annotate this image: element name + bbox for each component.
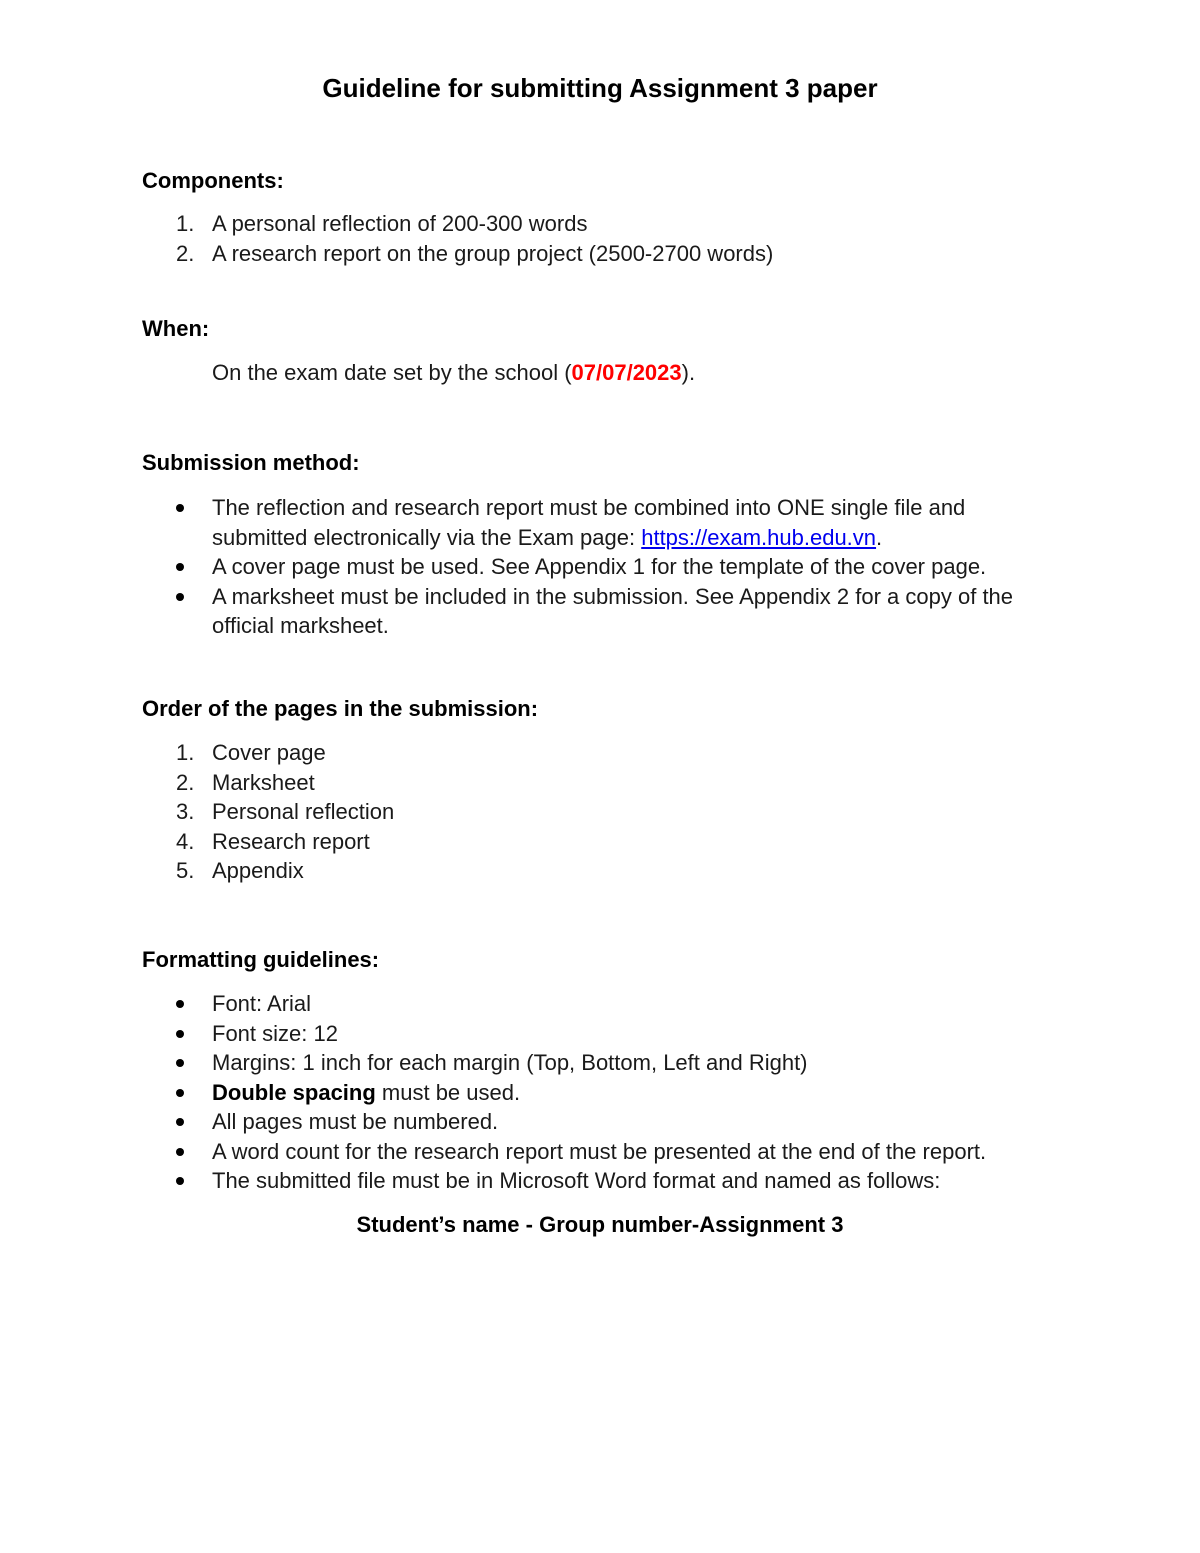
bullet-icon xyxy=(176,1000,184,1008)
when-text-after: ). xyxy=(681,360,696,385)
bullet-icon xyxy=(176,1148,184,1156)
list-item-text: A cover page must be used. See Appendix 1 for the template of the cover page. xyxy=(212,554,987,579)
list-item xyxy=(142,582,1062,641)
bullet-icon xyxy=(176,1089,184,1097)
list-number: 1. xyxy=(176,211,195,236)
emphasis-text: Double spacing xyxy=(212,1079,376,1105)
list-item-text: A marksheet must be included in the submission. See Appendix 2 for a copy of the official marksheet. xyxy=(212,583,1014,638)
list-item-text: A word count for the research report must be presented at the end of the report. xyxy=(212,1138,987,1164)
bullet-icon xyxy=(176,1118,184,1126)
list-item xyxy=(142,552,1062,582)
list-number: 2. xyxy=(176,769,195,795)
list-number: 3. xyxy=(176,799,195,824)
file-naming-format: Student’s name - Group number-Assignment 3 xyxy=(356,1212,844,1237)
list-item-text: Marksheet xyxy=(212,769,315,795)
when-text xyxy=(212,358,695,388)
exam-page-link[interactable]: https://exam.hub.edu.vn xyxy=(641,524,877,550)
components-list xyxy=(142,209,1062,268)
list-item-text: All pages must be numbered. xyxy=(212,1109,499,1134)
when-heading: When: xyxy=(142,316,210,341)
formatting-heading: Formatting guidelines: xyxy=(142,947,380,972)
list-item xyxy=(142,856,1062,886)
bullet-icon xyxy=(176,563,184,571)
exam-date: 07/07/2023 xyxy=(571,360,682,385)
bullet-icon xyxy=(176,1059,184,1067)
list-item xyxy=(142,239,1062,269)
list-item-text: . xyxy=(876,524,883,550)
list-item-text: Font: Arial xyxy=(212,991,312,1016)
document-title: Guideline for submitting Assignment 3 paper xyxy=(322,73,878,103)
list-number: 4. xyxy=(176,828,195,854)
list-item-text: Personal reflection xyxy=(212,799,395,824)
bullet-icon xyxy=(176,1177,184,1185)
list-item xyxy=(142,1019,1062,1049)
bullet-icon xyxy=(176,504,184,512)
components-heading: Components: xyxy=(142,168,284,193)
list-item-text: The submitted file must be in Microsoft Word format and named as follows: xyxy=(212,1168,941,1193)
list-item xyxy=(142,493,1062,552)
order-list xyxy=(142,738,1062,886)
list-number: 2. xyxy=(176,240,195,266)
list-item-text: must be used. xyxy=(375,1079,521,1105)
list-item xyxy=(142,827,1062,857)
list-item-text: Research report xyxy=(212,828,370,854)
list-item xyxy=(142,797,1062,827)
list-item xyxy=(142,768,1062,798)
list-item xyxy=(142,1107,1062,1137)
list-item-text: A personal reflection of 200-300 words xyxy=(212,211,588,236)
list-item xyxy=(142,1166,1062,1196)
list-item xyxy=(142,989,1062,1019)
list-item-text: A research report on the group project (2500-2700 words) xyxy=(212,240,774,266)
when-text-before: On the exam date set by the school ( xyxy=(212,360,572,385)
list-item xyxy=(142,1137,1062,1167)
list-item xyxy=(142,209,1062,239)
list-number: 1. xyxy=(176,740,195,765)
list-item xyxy=(142,1078,1062,1108)
bullet-icon xyxy=(176,593,184,601)
submission-heading: Submission method: xyxy=(142,450,360,475)
order-heading: Order of the pages in the submission: xyxy=(142,696,539,721)
list-item-text: Appendix xyxy=(212,858,304,883)
list-item xyxy=(142,738,1062,768)
formatting-list xyxy=(142,989,1062,1196)
list-item xyxy=(142,1048,1062,1078)
list-item-text: The reflection and research report must be combined into ONE single file and submitted electronically via the Exam page: xyxy=(212,495,966,550)
bullet-icon xyxy=(176,1030,184,1038)
submission-list xyxy=(142,493,1062,641)
list-number: 5. xyxy=(176,858,195,883)
list-item-text: Cover page xyxy=(212,740,326,765)
list-item-text: Font size: 12 xyxy=(212,1020,338,1046)
list-item-text: Margins: 1 inch for each margin (Top, Bottom, Left and Right) xyxy=(212,1050,808,1075)
